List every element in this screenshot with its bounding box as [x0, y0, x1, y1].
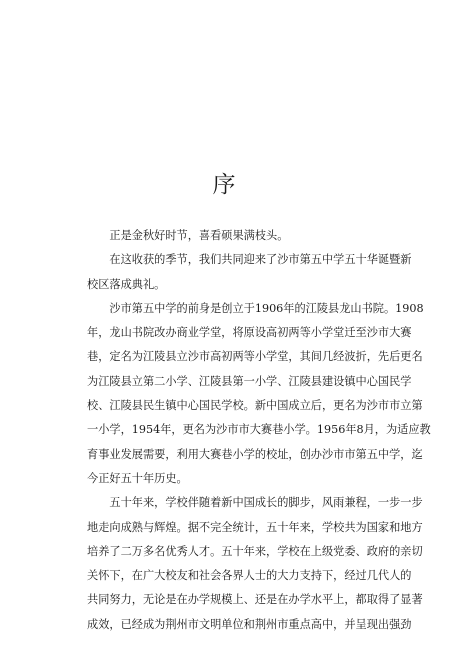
- text-line: 育事业发展需要，利用大赛巷小学的校址，创办沙市市第五中学，迄: [87, 447, 423, 461]
- text-line: 今正好五十年历史。: [87, 471, 188, 485]
- text-line: 关怀下，在广大校友和社会各界人士的大力支持下，经过几代人的: [87, 569, 412, 583]
- text-line: 正是金秋好时节，喜看硕果满枝头。: [109, 229, 289, 242]
- text-line: 共同努力，无论是在办学规模上、还是在办学水平上，都取得了显著: [87, 593, 423, 607]
- text-line: 地走向成熟与辉煌。据不完全统计，五十年来，学校共为国家和地方: [87, 520, 423, 534]
- preface-body: [87, 224, 431, 637]
- text-line: 年，龙山书院改办商业学堂，将原设高初两等小学堂迁至沙市大赛: [87, 326, 412, 340]
- text-line: 在这收获的季节，我们共同迎来了沙市第五中学五十华诞暨新: [109, 253, 412, 267]
- text-line: 为江陵县立第二小学、江陵县第一小学、江陵县建设镇中心国民学: [87, 374, 412, 388]
- text-line: 成效，已经成为荆州市文明单位和荆州市重点高中，并呈现出强劲: [87, 617, 412, 631]
- text-line: 校、江陵县民生镇中心国民学校。新中国成立后，更名为沙市市立第: [87, 399, 423, 413]
- text-line: 巷，定名为江陵县立沙市高初两等小学堂，其间几经波折，先后更名: [87, 350, 423, 364]
- text-line: 沙市第五中学的前身是创立于1906年的江陵县龙山书院。1908: [109, 301, 424, 315]
- text-line: 校区落成典礼。: [87, 277, 166, 291]
- page-title: 序: [212, 172, 238, 198]
- text-line: 一小学，1954年，更名为沙市市大赛巷小学。1956年8月，为适应教: [87, 423, 431, 437]
- text-line: 培养了二万多名优秀人才。五十年来，学校在上级党委、政府的亲切: [87, 544, 423, 558]
- text-line: 五十年来，学校伴随着新中国成长的脚步，风雨兼程，一步一步: [109, 496, 423, 510]
